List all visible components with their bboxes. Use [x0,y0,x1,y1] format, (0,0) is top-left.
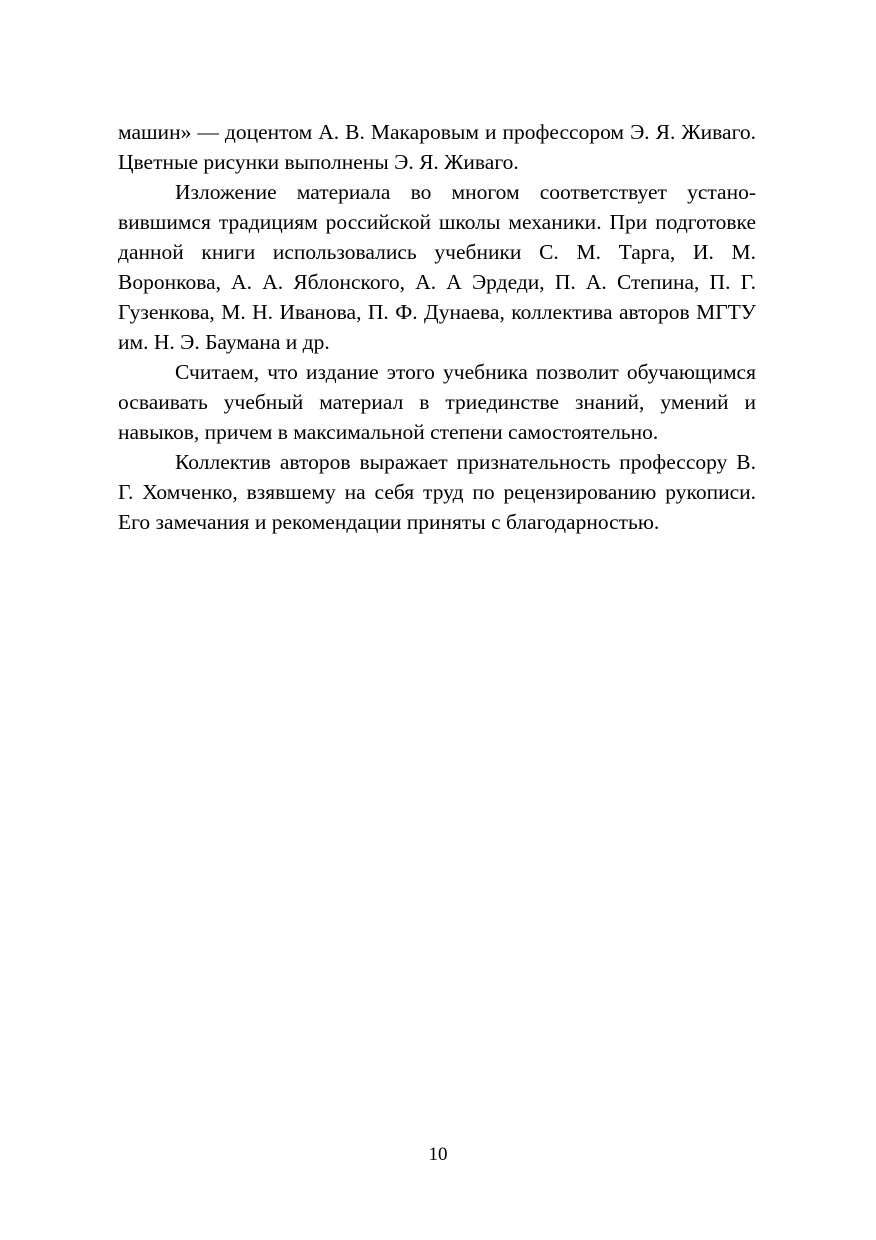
paragraph-material-sources: Изложение материала во многом соответствует установившимся традициям российской школы механики. При подготовке данной книги использовались учебники С. М. Тарга, И. М. Воронкова, А. А. Яблонского, А. А Эрдеди, П. А. Степина, П. Г. Гузенкова, М. Н. Иванова, П. Ф. Дунаева, коллектива авторов МГТУ им. Н. Э. Баумана и др. [118,180,756,354]
page-body [118,117,756,537]
page-number: 10 [428,1144,448,1165]
paragraph-continuation: машин» — доцентом А. В. Макаровым и профессором Э. Я. Живаго. Цветные рисунки выполнены Э. Я. Живаго. [118,120,756,174]
paragraph-textbook-purpose: Считаем, что издание этого учебника позволит обучающимся осваивать учебный материал в триединстве знаний, умений и навыков, причем в максимальной степени самостоятельно. [118,360,756,444]
paragraph-acknowledgement: Коллектив авторов выражает признательность профессору В. Г. Хомченко, взявшему на себя труд по рецензированию рукописи. Его замечания и рекомендации приняты с благодарностью. [118,450,756,534]
